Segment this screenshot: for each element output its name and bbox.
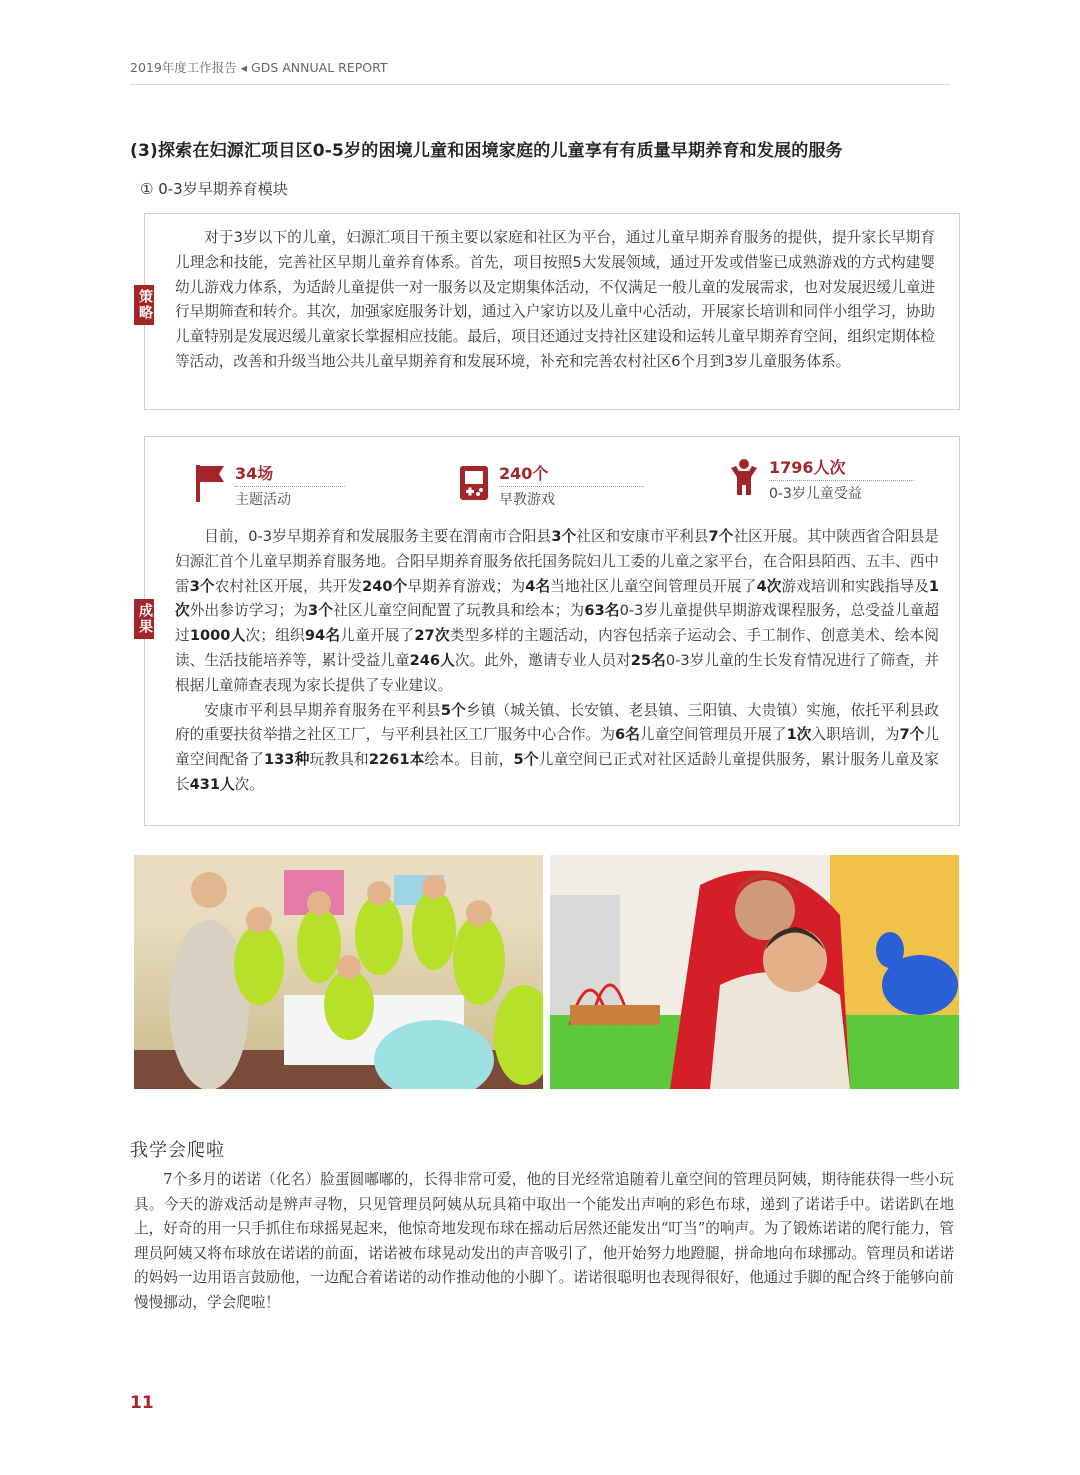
text-segment: 次。	[234, 775, 264, 793]
text-segment: 社区儿童空间配置了玩教具和绘本；为	[333, 602, 585, 620]
highlight-figure: 7个	[899, 726, 925, 744]
section-title: (3)探索在妇源汇项目区0-5岁的困境儿童和困境家庭的儿童享有有质量早期养育和发展的服务	[130, 141, 843, 161]
highlight-figure: 25名	[630, 651, 666, 669]
text-segment: 游戏培训和实践指导及	[781, 577, 929, 595]
strategy-tag: 策略	[134, 285, 154, 325]
highlight-figure: 3个	[551, 528, 577, 545]
stat-activities	[193, 463, 345, 511]
text-segment: 儿童开展了	[340, 627, 415, 645]
text-segment: 社区和安康市平利县	[576, 528, 709, 545]
child-icon	[727, 457, 761, 497]
highlight-figure: 5个	[513, 751, 539, 769]
text-segment: 乡镇（城关镇、长安镇、老县镇、三阳镇、大贵镇）实施，依托平利县政府的重要扶贫举措之社区工厂，与平利县社区工厂服务中心合作。为	[175, 701, 939, 744]
text-segment: 绘本。目前，	[424, 751, 514, 769]
highlight-figure: 2261本	[368, 751, 425, 769]
text-segment: 玩教具和	[309, 751, 369, 769]
highlight-figure: 240个	[362, 577, 408, 595]
text-segment: 早期养育游戏；为	[407, 577, 526, 595]
stat-label: 主题活动	[235, 486, 345, 511]
subsection-title: ① 0-3岁早期养育模块	[140, 180, 288, 198]
story-title: 我学会爬啦	[130, 1140, 225, 1161]
stat-value: 1796人次	[769, 458, 846, 477]
text-segment: 次。此外，邀请专业人员对	[454, 651, 631, 669]
results-paragraph-2	[175, 699, 939, 798]
results-box	[144, 436, 960, 826]
highlight-figure: 431人	[189, 775, 235, 793]
highlight-figure: 7个	[708, 528, 734, 545]
highlight-figure: 1次	[175, 577, 939, 620]
results-paragraph-1	[175, 525, 939, 699]
highlight-figure: 4名	[525, 577, 551, 595]
highlight-figure: 1次	[786, 726, 812, 744]
results-tag: 成果	[134, 599, 154, 639]
highlight-figure: 133种	[264, 751, 310, 769]
highlight-figure: 1000人	[189, 627, 246, 645]
page-number: 11	[130, 1393, 154, 1413]
stat-beneficiaries	[727, 457, 914, 505]
text-segment: 农村社区开展，共开发	[214, 577, 363, 595]
results-text	[175, 525, 939, 798]
text-segment: 儿童空间配备了	[175, 726, 939, 769]
story-text: 7个多月的诺诺（化名）脸蛋圆嘟嘟的，长得非常可爱，他的目光经常追随着儿童空间的管理员阿姨，期待能获得一些小玩具。今天的游戏活动是辨声寻物，只见管理员阿姨从玩具箱中取出一个能发出声响的彩色布球，递到了诺诺手中。诺诺趴在地上，好奇的用一只手抓住布球摇晃起来，他惊奇地发现布球在摇动后居然还能发出“叮当”的响声。为了锻炼诺诺的爬行能力，管理员阿姨又将布球放在诺诺的前面，诺诺被布球晃动发出的声音吸引了，他开始努力地蹬腿，拼命地向布球挪动。管理员和诺诺的妈妈一边用语言鼓励他，一边配合着诺诺的动作推动他的小脚丫。诺诺很聪明也表现得很好，他通过手脚的配合终于能够向前慢慢挪动，学会爬啦！	[134, 1171, 954, 1311]
stat-label: 0-3岁儿童受益	[769, 480, 914, 505]
text-segment: 儿童空间管理员开展了	[639, 726, 787, 744]
highlight-figure: 63名	[584, 602, 620, 620]
highlight-figure: 4次	[756, 577, 782, 595]
text-segment: 社区开展。其中陕西省合阳县是妇源汇首个儿童早期养育服务地。合阳早期养育服务依托国务院妇儿工委的儿童之家平台，在合阳县陌西、五丰、西中雷	[175, 528, 940, 595]
stat-value: 240个	[499, 464, 549, 483]
highlight-figure: 246人	[409, 651, 455, 669]
text-segment: 0-3岁儿童提供早期游戏课程服务，总受益儿童超过	[175, 602, 939, 645]
highlight-figure: 6名	[615, 726, 640, 744]
highlight-figure: 5个	[440, 701, 466, 719]
text-segment: 目前，0-3岁早期养育和发展服务主要在渭南市合阳县	[204, 528, 552, 545]
training-session-photo	[134, 855, 543, 1089]
text-segment: 入职培训，为	[811, 726, 900, 744]
flag-icon	[193, 463, 227, 503]
highlight-figure: 94名	[304, 627, 341, 645]
stat-value: 34场	[235, 464, 274, 483]
text-segment: 当地社区儿童空间管理员开展了	[550, 577, 757, 595]
text-segment: 次；组织	[245, 627, 305, 645]
child-play-photo	[550, 855, 959, 1089]
text-segment: 类型多样的主题活动，内容包括亲子运动会、手工制作、创意美术、绘本阅读、生活技能培养等，累计受益儿童	[175, 627, 939, 669]
page-header: 2019年度工作报告 ◂ GDS ANNUAL REPORT	[130, 58, 950, 85]
text-segment: 安康市平利县早期养育服务在平利县	[204, 701, 441, 719]
highlight-figure: 3个	[189, 577, 215, 595]
text-segment: 0-3岁儿童的生长发育情况进行了筛查，并根据儿童筛查表现为家长提供了专业建议。	[175, 651, 939, 694]
strategy-text: 对于3岁以下的儿童，妇源汇项目干预主要以家庭和社区为平台，通过儿童早期养育服务的提供，提升家长早期育儿理念和技能，完善社区早期儿童养育体系。首先，项目按照5大发展领域，通过开发或借鉴已成熟游戏的方式构建婴幼儿游戏力体系，为适龄儿童提供一对一服务以及定期集体活动，不仅满足一般儿童的发展需求，也对发展迟缓儿童进行早期筛查和转介。其次，加强家庭服务计划，通过入户家访以及儿童中心活动，开展家长培训和同伴小组学习，协助儿童特别是发展迟缓儿童家长掌握相应技能。最后，项目还通过支持社区建设和运转儿童早期养育空间，组织定期体检等活动，改善和升级当地公共儿童早期养育和发展环境，补充和完善农村社区6个月到3岁儿童服务体系。	[175, 229, 935, 370]
stat-games	[457, 463, 644, 511]
game-device-icon	[457, 463, 491, 503]
stat-label: 早教游戏	[499, 486, 644, 511]
strategy-box	[144, 213, 960, 410]
highlight-figure: 3个	[308, 602, 334, 620]
text-segment: 儿童空间已正式对社区适龄儿童提供服务，累计服务儿童及家长	[175, 751, 939, 793]
text-segment: 外出参访学习；为	[189, 602, 308, 620]
highlight-figure: 27次	[414, 627, 450, 645]
